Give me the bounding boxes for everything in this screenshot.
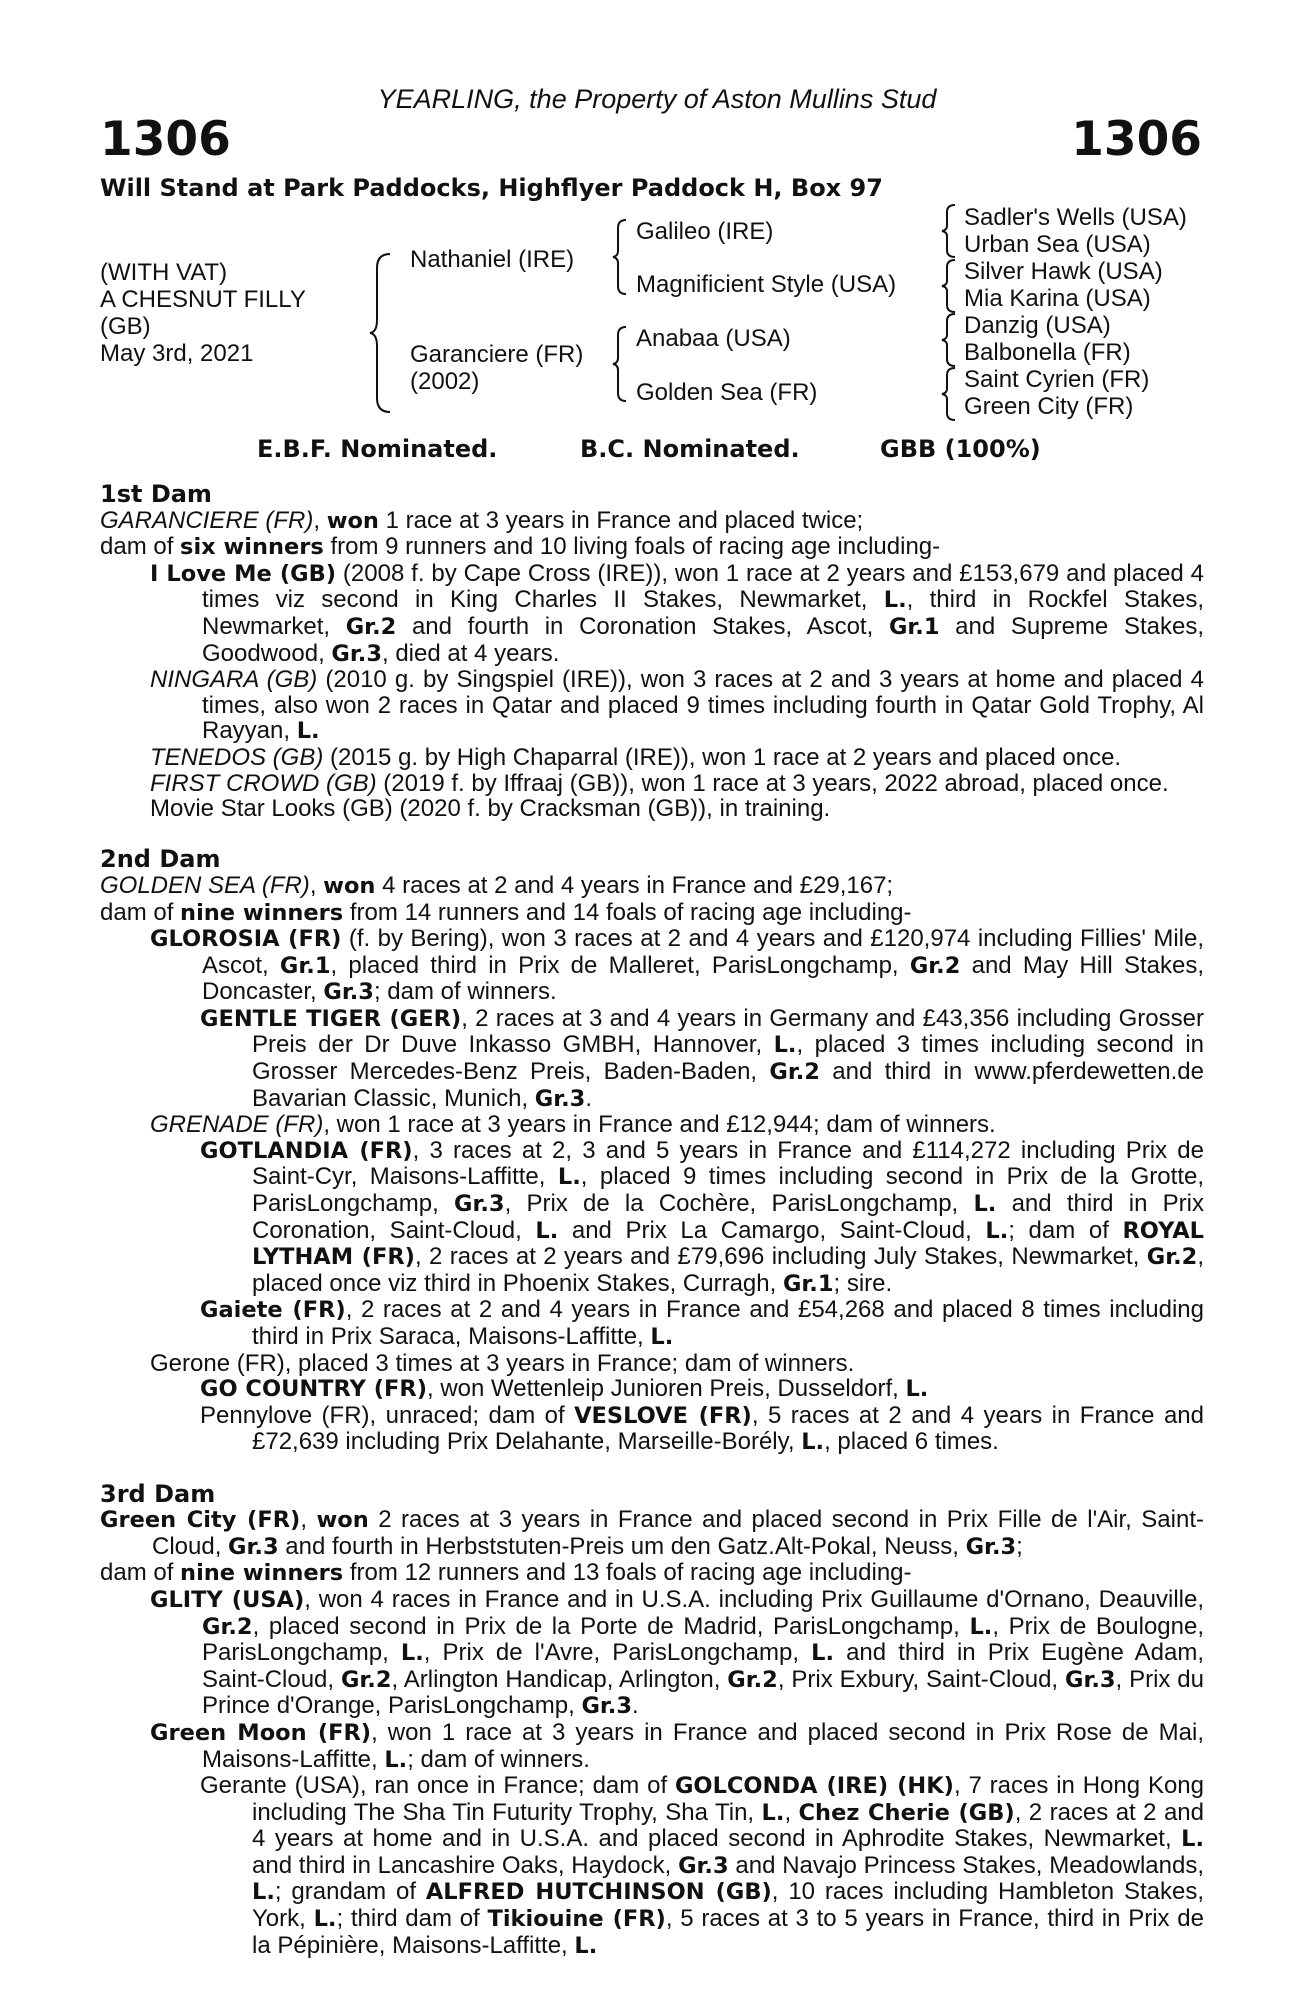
produce-movie-star-looks: Movie Star Looks (GB) (2020 f. by Cracksman (GB)), in training. (150, 795, 831, 823)
bc-nominated: B.C. Nominated. (580, 435, 800, 463)
foaled-date: May 3rd, 2021 (100, 340, 254, 367)
vat-note: (WITH VAT) (100, 259, 228, 286)
brace-g4 (940, 366, 958, 422)
second-dam-heading: 2nd Dam (100, 845, 221, 874)
gbb-rating: GBB (100%) (880, 435, 1041, 463)
produce-first-crowd: FIRST CROWD (GB) (2019 f. by Iffraaj (GB)), won 1 race at 3 years, 2022 abroad, placed once. (150, 769, 1169, 797)
dam-name: Garanciere (FR) (410, 341, 584, 368)
brace-g2 (940, 258, 958, 314)
brace-g3 (940, 312, 958, 368)
produce-gerone: Gerone (FR), placed 3 times at 3 years in France; dam of winners. (150, 1349, 855, 1377)
produce-gentle-tiger: GENTLE TIGER (GER), 2 races at 3 and 4 years in Germany and £43,356 including Grosser Preis der Dr Duve Inkasso GMBH, Hannover, L., placed 3 times including second in Grosser Mercedes-Benz Preis, Baden-Baden, Gr.2 and third in www.pferdewetten.de Bavarian Classic, Munich, Gr.3. (200, 1004, 1205, 1112)
produce-glity: GLITY (USA), won 4 races in France and in U.S.A. including Prix Guillaume d'Ornano, Deauville, Gr.2, placed second in Prix de la Porte de Madrid, ParisLongchamp, L., Prix de Boulogne, ParisLongchamp, L., Prix de l'Avre, ParisLongchamp, L. and third in Prix Eugène Adam, Saint-Cloud, Gr.2, Arlington Handicap, Arlington, Gr.2, Prix Exbury, Saint-Cloud, Gr.3, Prix du Prince d'Orange, ParisLongchamp, Gr.3. (150, 1585, 1205, 1720)
grandparent-6: Balbonella (FR) (964, 339, 1131, 366)
produce-i-love-me: I Love Me (GB) (2008 f. by Cape Cross (IRE)), won 1 race at 2 years and £153,679 and placed 4 times viz second in King Charles II Stakes, Newmarket, L., third in Rockfel Stakes, Newmarket, Gr.2 and fourth in Coronation Stakes, Ascot, Gr.1 and Supreme Stakes, Goodwood, Gr.3, died at 4 years. (150, 559, 1204, 667)
produce-pennylove: Pennylove (FR), unraced; dam of VESLOVE (FR), 5 races at 2 and 4 years in France and £72,639 including Prix Delahante, Marseille-Borély, L., placed 6 times. (200, 1401, 1204, 1456)
brace-g1 (940, 203, 958, 259)
third-dam-summary: dam of nine winners from 12 runners and 13 foals of racing age including- (100, 1559, 912, 1587)
third-dam-heading: 3rd Dam (100, 1479, 216, 1508)
produce-go-country: GO COUNTRY (FR), won Wettenleip Junioren Preis, Dusseldorf, L. (200, 1375, 929, 1403)
dam-dam: Golden Sea (FR) (636, 379, 818, 406)
produce-grenade: GRENADE (FR), won 1 race at 3 years in France and £12,944; dam of winners. (150, 1111, 996, 1139)
grandparent-4: Mia Karina (USA) (964, 285, 1151, 312)
produce-glorosia: GLOROSIA (FR) (f. by Bering), won 3 races at 2 and 4 years and £120,974 including Fillies' Mile, Ascot, Gr.1, placed third in Prix de Malleret, ParisLongchamp, Gr.2 and May Hill Stakes, Doncaster, Gr.3; dam of winners. (150, 925, 1205, 1006)
ebf-nominated: E.B.F. Nominated. (257, 435, 498, 463)
dam-brace (611, 325, 629, 403)
sire-name: Nathaniel (IRE) (410, 246, 575, 273)
sire-brace (611, 218, 629, 296)
lot-number-right: 1306 (1071, 112, 1202, 167)
lot-number-left: 1306 (100, 112, 231, 167)
first-dam-record: GARANCIERE (FR), won 1 race at 3 years in France and placed twice; (100, 506, 864, 534)
produce-gerante: Gerante (USA), ran once in France; dam of GOLCONDA (IRE) (HK), 7 races in Hong Kong including The Sha Tin Futurity Trophy, Sha Tin, L., Chez Cherie (GB), 2 races at 2 and 4 years at home and in U.S.A. and placed second in Aphrodite Stakes, Newmarket, L. and third in Lancashire Oaks, Haydock, Gr.3 and Navajo Princess Stakes, Meadowlands, L.; grandam of ALFRED HUTCHINSON (GB), 10 races including Hambleton Stakes, York, L.; third dam of Tikiouine (FR), 5 races at 3 to 5 years in France, third in Prix de la Pépinière, Maisons-Laffitte, L. (200, 1772, 1204, 1959)
subject-origin: (GB) (100, 313, 151, 340)
first-dam-heading: 1st Dam (100, 480, 212, 508)
second-dam-summary: dam of nine winners from 14 runners and 14 foals of racing age including- (100, 898, 912, 926)
dam-sire: Anabaa (USA) (636, 325, 791, 352)
third-dam-record: Green City (FR), won 2 races at 3 years in France and placed second in Prix Fille de l'Air, Saint-Cloud, Gr.3 and fourth in Herbststuten-Preis um den Gatz.Alt-Pokal, Neuss, Gr.3; (100, 1506, 1204, 1560)
grandparent-3: Silver Hawk (USA) (964, 258, 1163, 285)
dam-year: (2002) (410, 368, 480, 395)
grandparent-8: Green City (FR) (964, 393, 1134, 420)
sire-dam: Magnificient Style (USA) (636, 271, 897, 298)
produce-tenedos: TENEDOS (GB) (2015 g. by High Chaparral (IRE)), won 1 race at 2 years and placed once. (150, 743, 1122, 771)
grandparent-2: Urban Sea (USA) (964, 231, 1151, 258)
produce-gotlandia: GOTLANDIA (FR), 3 races at 2, 3 and 5 years in France and £114,272 including Prix de Saint-Cyr, Maisons-Laffitte, L., placed 9 times including second in Prix de la Grotte, ParisLongchamp, Gr.3, Prix de la Cochère, ParisLongchamp, L. and third in Prix Coronation, Saint-Cloud, L. and Prix La Camargo, Saint-Cloud, L.; dam of ROYAL LYTHAM (FR), 2 races at 2 years and £79,696 including July Stakes, Newmarket, Gr.2, placed once viz third in Phoenix Stakes, Curragh, Gr.1; sire. (200, 1136, 1205, 1297)
lot-subtitle: YEARLING, the Property of Aston Mullins Stud (377, 84, 937, 114)
first-dam-summary: dam of six winners from 9 runners and 10 living foals of racing age including- (100, 533, 941, 561)
grandparent-5: Danzig (USA) (964, 312, 1111, 339)
stand-location: Will Stand at Park Paddocks, Highflyer Paddock H, Box 97 (100, 174, 883, 202)
produce-gaiete: Gaiete (FR), 2 races at 2 and 4 years in France and £54,268 and placed 8 times including third in Prix Saraca, Maisons-Laffitte, L. (200, 1296, 1204, 1350)
second-dam-record: GOLDEN SEA (FR), won 4 races at 2 and 4 years in France and £29,167; (100, 871, 894, 899)
sire-sire: Galileo (IRE) (636, 218, 774, 245)
produce-green-moon: Green Moon (FR), won 1 race at 3 years in France and placed second in Prix Rose de Mai, Maisons-Laffitte, L.; dam of winners. (150, 1718, 1205, 1773)
grandparent-7: Saint Cyrien (FR) (964, 366, 1150, 393)
produce-record (100, 482, 1204, 1959)
produce-ningara: NINGARA (GB) (2010 g. by Singspiel (IRE)), won 3 races at 2 and 3 years at home and placed 4 times, also won 2 races in Qatar and placed 9 times including fourth in Qatar Gold Trophy, Al Rayyan, L. (150, 666, 1204, 745)
subject-title: A CHESNUT FILLY (100, 286, 306, 313)
parents-brace (368, 252, 394, 414)
grandparent-1: Sadler's Wells (USA) (964, 204, 1187, 231)
